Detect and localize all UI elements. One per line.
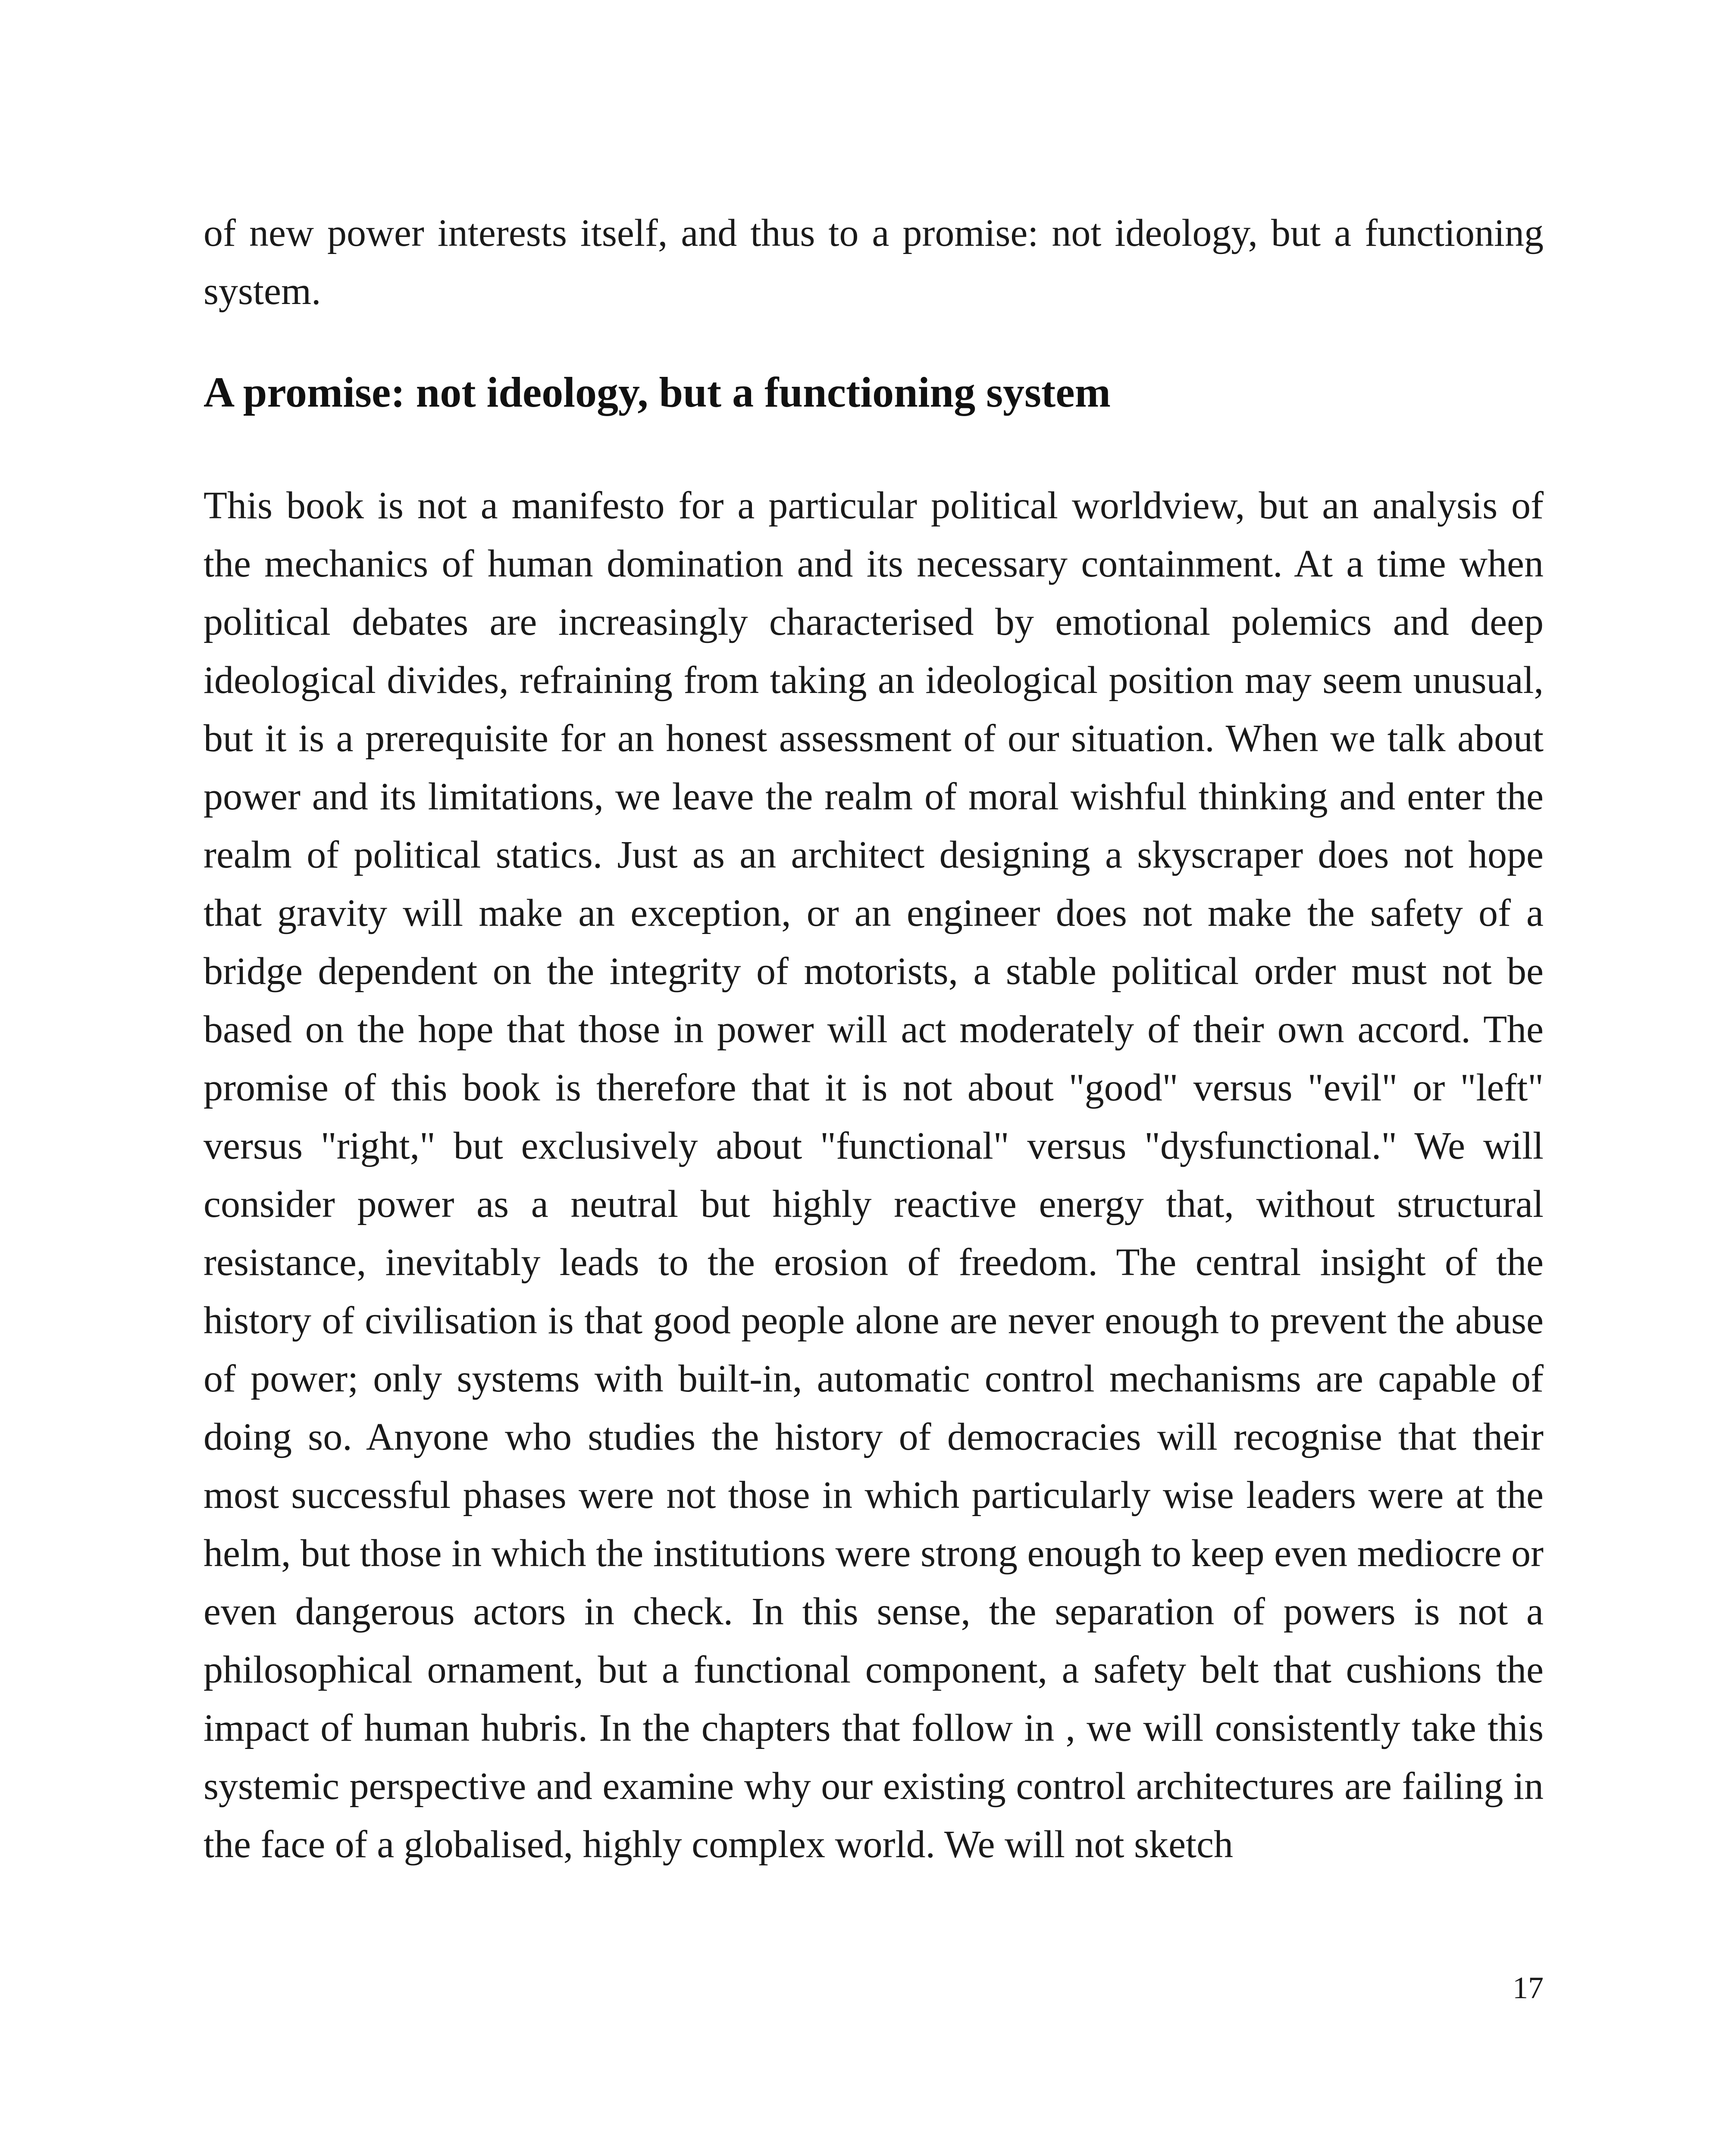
section-heading: A promise: not ideology, but a functioning system xyxy=(204,368,1111,416)
page-number: 17 xyxy=(1513,1971,1544,2005)
body-paragraph: This book is not a manifesto for a particular political worldview, but an analysis of the mechanics of human domination and its necessary containment. At a time when political debates are increasingly characterised by emotional polemics and deep ideological divides, refraining from taking an ideological position may seem unusual, but it is a prerequisite for an honest assessment of our situation. When we talk about power and its limitations, we leave the realm of moral wishful thinking and enter the realm of political statics. Just as an architect designing a skyscraper does not hope that gravity will make an exception, or an engineer does not make the safety of a bridge dependent on the integrity of motorists, a stable political order must not be based on the hope that those in power will act moderately of their own accord. The promise of this book is therefore that it is not about "good" versus "evil" or "left" versus "right," but exclusively about "functional" versus "dysfunctional." We will consider power as a neutral but highly reactive energy that, without structural resistance, inevitably leads to the erosion of freedom. The central insight of the history of civilisation is that good people alone are never enough to prevent the abuse of power; only systems with built-in, automatic control mechanisms are capable of doing so. Anyone who studies the history of democracies will recognise that their most successful phases were not those in which particularly wise leaders were at the helm, but those in which the institutions were strong enough to keep even mediocre or even dangerous actors in check. In this sense, the separation of powers is not a philosophical ornament, but a functional component, a safety belt that cushions the impact of human hubris. In the chapters that follow in , we will consistently take this systemic perspective and examine why our existing control architectures are failing in the face of a globalised, highly complex world. We will not sketch xyxy=(204,484,1544,1866)
intro-paragraph: of new power interests itself, and thus to a promise: not ideology, but a functioning system. xyxy=(204,212,1544,313)
